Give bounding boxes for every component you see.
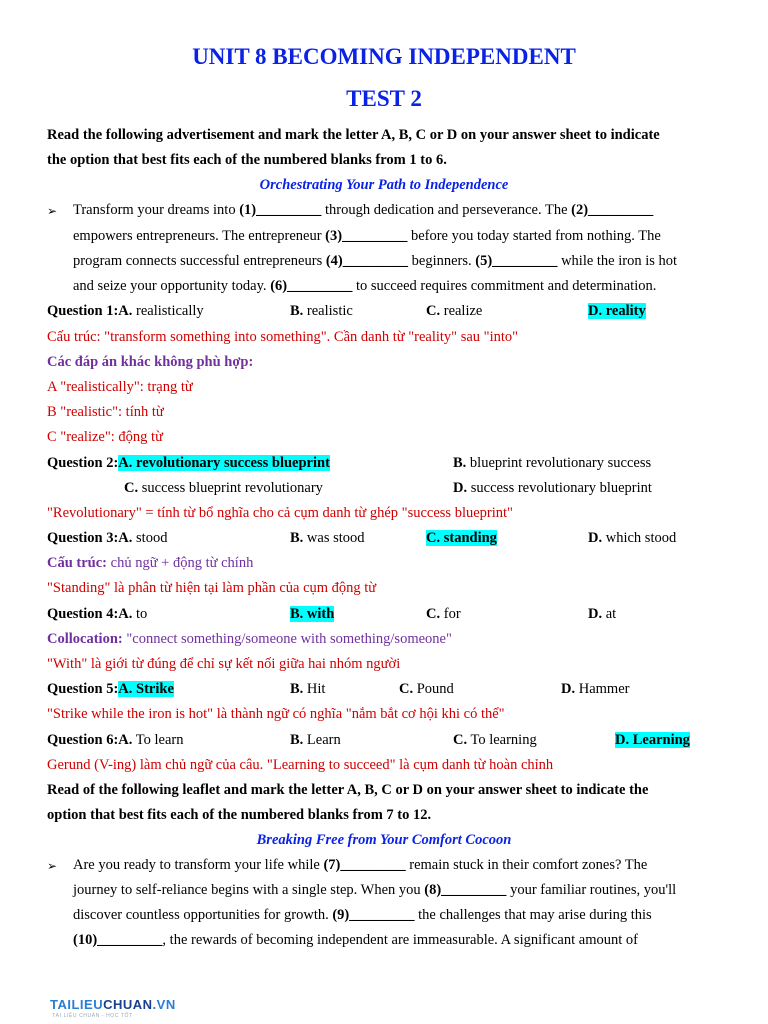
question-2-option-d: D. success revolutionary blueprint bbox=[453, 480, 652, 496]
question-5-answer: Question 5:A. Strike bbox=[47, 681, 174, 697]
instructions-line: the option that best fits each of the numbered blanks from 1 to 6. bbox=[47, 152, 447, 168]
question-6-answer: D. Learning bbox=[615, 732, 690, 748]
question-6-option-a: Question 6:A. To learn bbox=[47, 732, 184, 748]
question-4-option-a: Question 4:A. to bbox=[47, 606, 148, 622]
passage-title: Breaking Free from Your Comfort Cocoon bbox=[256, 832, 512, 848]
instructions-line: option that best fits each of the numbered blanks from 7 to 12. bbox=[47, 807, 432, 823]
question-3-option-a: Question 3:A. stood bbox=[47, 530, 168, 546]
explanation: "Revolutionary" = tính từ bổ nghĩa cho cả cụm danh từ ghép "success blueprint" bbox=[47, 505, 513, 521]
question-5-option-b: B. Hit bbox=[290, 681, 326, 697]
site-logo: TAILIEUCHUAN.VN bbox=[50, 997, 176, 1012]
explanation: C "realize": động từ bbox=[47, 429, 163, 445]
test-subtitle: TEST 2 bbox=[346, 86, 422, 111]
question-3-answer: C. standing bbox=[426, 530, 497, 546]
site-logo-tagline: TÀI LIỆU CHUẨN - HỌC TỐT bbox=[52, 1013, 133, 1019]
question-5-option-d: D. Hammer bbox=[561, 681, 630, 697]
question-2-option-c: C. success blueprint revolutionary bbox=[124, 480, 323, 496]
explanation: "Standing" là phân từ hiện tại làm phần của cụm động từ bbox=[47, 580, 377, 596]
question-4-answer: B. with bbox=[290, 606, 335, 622]
passage-line: empowers entrepreneurs. The entrepreneur (3)_________ before you today started from nothing. The bbox=[73, 228, 661, 244]
passage-line: discover countless opportunities for growth. (9)_________ the challenges that may arise during this bbox=[73, 907, 652, 923]
question-1-answer: D. reality bbox=[588, 303, 646, 319]
question-1-option-c: C. realize bbox=[426, 303, 483, 319]
explanation: Cấu trúc: "transform something into something". Cần danh từ "reality" sau "into" bbox=[47, 329, 519, 345]
passage-line: journey to self-reliance begins with a single step. When you (8)_________ your familiar routines, you'll bbox=[73, 882, 677, 898]
passage-line: (10)_________, the rewards of becoming independent are immeasurable. A significant amount of bbox=[73, 932, 638, 948]
collocation-note: Collocation: "connect something/someone with something/someone" bbox=[47, 631, 452, 647]
question-2-option-b: B. blueprint revolutionary success bbox=[453, 455, 652, 471]
explanation: B "realistic": tính từ bbox=[47, 404, 164, 420]
page-title: UNIT 8 BECOMING INDEPENDENT bbox=[192, 44, 576, 69]
question-1-option-a: Question 1:A. realistically bbox=[47, 303, 204, 319]
explanation: "Strike while the iron is hot" là thành ngữ có nghĩa "nắm bắt cơ hội khi có thể" bbox=[47, 706, 505, 722]
passage-line: program connects successful entrepreneurs (4)_________ beginners. (5)_________ while the iron is hot bbox=[73, 253, 678, 269]
question-3-option-d: D. which stood bbox=[588, 530, 677, 546]
explanation: A "realistically": trạng từ bbox=[47, 379, 193, 395]
arrow-bullet-icon: ➢ bbox=[47, 204, 58, 218]
instructions-line: Read the following advertisement and mark the letter A, B, C or D on your answer sheet to indicate bbox=[47, 127, 660, 143]
question-6-option-b: B. Learn bbox=[290, 732, 341, 748]
passage-line: and seize your opportunity today. (6)_________ to succeed requires commitment and determination. bbox=[73, 278, 657, 294]
explanation: Gerund (V-ing) làm chủ ngữ của câu. "Learning to succeed" là cụm danh từ hoàn chỉnh bbox=[47, 757, 554, 773]
question-3-option-b: B. was stood bbox=[290, 530, 365, 546]
question-2-answer: Question 2:A. revolutionary success blueprint bbox=[47, 455, 330, 471]
explanation: "With" là giới từ đúng để chỉ sự kết nối giữa hai nhóm người bbox=[47, 656, 401, 672]
question-6-option-c: C. To learning bbox=[453, 732, 537, 748]
arrow-bullet-icon: ➢ bbox=[47, 859, 58, 873]
others-label: Các đáp án khác không phù hợp: bbox=[47, 354, 254, 370]
question-4-option-c: C. for bbox=[426, 606, 461, 622]
passage-line: Transform your dreams into (1)_________ through dedication and perseverance. The (2)_________ bbox=[73, 202, 654, 218]
passage-title: Orchestrating Your Path to Independence bbox=[259, 177, 509, 193]
question-5-option-c: C. Pound bbox=[399, 681, 454, 697]
passage-line: Are you ready to transform your life while (7)_________ remain stuck in their comfort zones? The bbox=[73, 857, 648, 873]
instructions-line: Read of the following leaflet and mark the letter A, B, C or D on your answer sheet to indicate the bbox=[47, 782, 649, 798]
question-4-option-d: D. at bbox=[588, 606, 617, 622]
structure-note: Cấu trúc: chủ ngữ + động từ chính bbox=[47, 555, 254, 571]
question-1-option-b: B. realistic bbox=[290, 303, 353, 319]
